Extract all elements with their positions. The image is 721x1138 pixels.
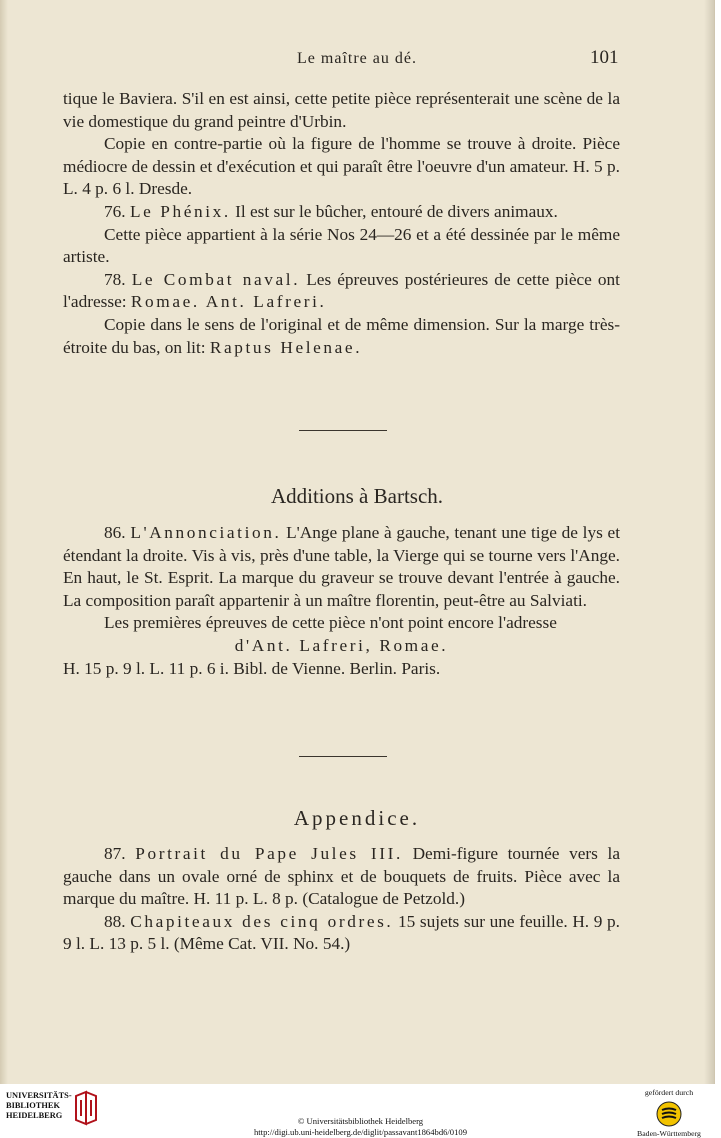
paragraph-text: Copie dans le sens de l'original et de même dimension. Sur la marge très-étroite du bas, on lit: <box>63 314 620 357</box>
entry-text: Les épreuves postérieures de cette pièce ont l'adresse: <box>63 269 620 312</box>
copyright-text: © Universitätsbibliothek Heidelberg <box>297 1116 424 1126</box>
permalink[interactable]: http://digi.ub.uni-heidelberg.de/diglit/passavant1864bd6/0109 <box>254 1126 467 1137</box>
sponsor-label: gefördert durch <box>644 1088 694 1097</box>
paragraph-copie-original <box>63 314 620 359</box>
state-crest-icon <box>656 1101 682 1127</box>
entry-title: L'Annonciation. <box>130 523 282 542</box>
entry-88 <box>63 911 620 956</box>
entry-title: Le Combat naval. <box>131 269 301 289</box>
paragraph-premieres-epreuves: Les premières épreuves de cette pièce n'ont point encore l'adresse <box>104 613 557 633</box>
entry-title: Chapiteaux des cinq ordres. <box>130 911 394 931</box>
sponsor-name: Baden-Württemberg <box>637 1129 701 1138</box>
entry-title: Portrait du Pape Jules III. <box>135 844 403 863</box>
entry-number: 88. <box>104 911 126 931</box>
entry-86 <box>63 522 620 612</box>
section-divider-1 <box>299 430 387 431</box>
entry-number: 86. <box>104 523 126 542</box>
running-title: Le maître au dé. <box>297 50 417 67</box>
entry-number: 76. <box>104 201 126 221</box>
entry-87 <box>63 843 620 911</box>
library-name-line: HEIDELBERG <box>6 1111 63 1120</box>
library-name-line: BIBLIOTHEK <box>6 1101 60 1110</box>
text-block-top <box>63 88 620 359</box>
entry-number: 87. <box>104 844 126 863</box>
entry-76 <box>63 201 620 224</box>
library-name-line: UNIVERSITÄTS- <box>6 1091 72 1100</box>
dimensions-line: H. 15 p. 9 l. L. 11 p. 6 i. Bibl. de Vienne. Berlin. Paris. <box>63 658 441 678</box>
entry-title: Le Phénix. <box>129 201 231 221</box>
page-spine-shadow <box>0 0 8 1084</box>
page-edge-shadow <box>704 0 714 1084</box>
page-number: 101 <box>590 47 619 68</box>
copyright-block <box>0 1116 721 1137</box>
entry-address: Romae. Ant. Lafreri. <box>130 292 327 312</box>
entry-text: Demi-figure tournée vers la gauche dans un ovale orné de sphinx et de bouquets de fruits. Pièce avec la marque du maître. H. 11 p. L. 8 p. (Catalogue de Petzold.) <box>63 844 621 909</box>
section-heading-additions: Additions à Bartsch. <box>270 484 444 508</box>
text-block-additions <box>63 522 620 680</box>
paragraph-serie: Cette pièce appartient à la série Nos 24—26 et a été dessinée par le même artiste. <box>63 224 620 267</box>
inscription: Raptus Helenae. <box>209 337 363 357</box>
sponsor-block <box>627 1088 711 1138</box>
paragraph-continuation: tique le Baviera. S'il en est ainsi, cette petite pièce représenterait une scène de la vie domestique du grand peintre d'Urbin. <box>63 89 620 131</box>
entry-78 <box>63 269 620 314</box>
section-divider-2 <box>299 756 387 757</box>
paragraph-copie-contrepartie: Copie en contre-partie où la figure de l'homme se trouve à droite. Pièce médiocre de dessin et d'exécution et qui paraît être l'oeuvre d'un amateur. H. 5 p. L. 4 p. 6 l. Dresde. <box>63 134 620 199</box>
entry-text: Il est sur le bûcher, entouré de divers animaux. <box>235 201 558 221</box>
address-line: d'Ant. Lafreri, Romae. <box>234 635 449 655</box>
entry-number: 78. <box>104 269 126 289</box>
entry-text: 15 sujets sur une feuille. H. 9 p. 9 l. L. 13 p. 5 l. (Même Cat. VII. No. 54.) <box>63 911 620 954</box>
text-block-appendice <box>63 843 620 956</box>
entry-text: L'Ange plane à gauche, tenant une tige de lys et étendant la droite. Vis à vis, près d'une table, la Vierge qui se tourne vers l'Ange. En haut, le St. Esprit. La marque du graveur se trouve devant l'entrée à gauche. La composition paraît appartenir à un maître florentin, peut-être au Salviati. <box>63 523 620 610</box>
section-heading-appendice: Appendice. <box>293 806 421 830</box>
